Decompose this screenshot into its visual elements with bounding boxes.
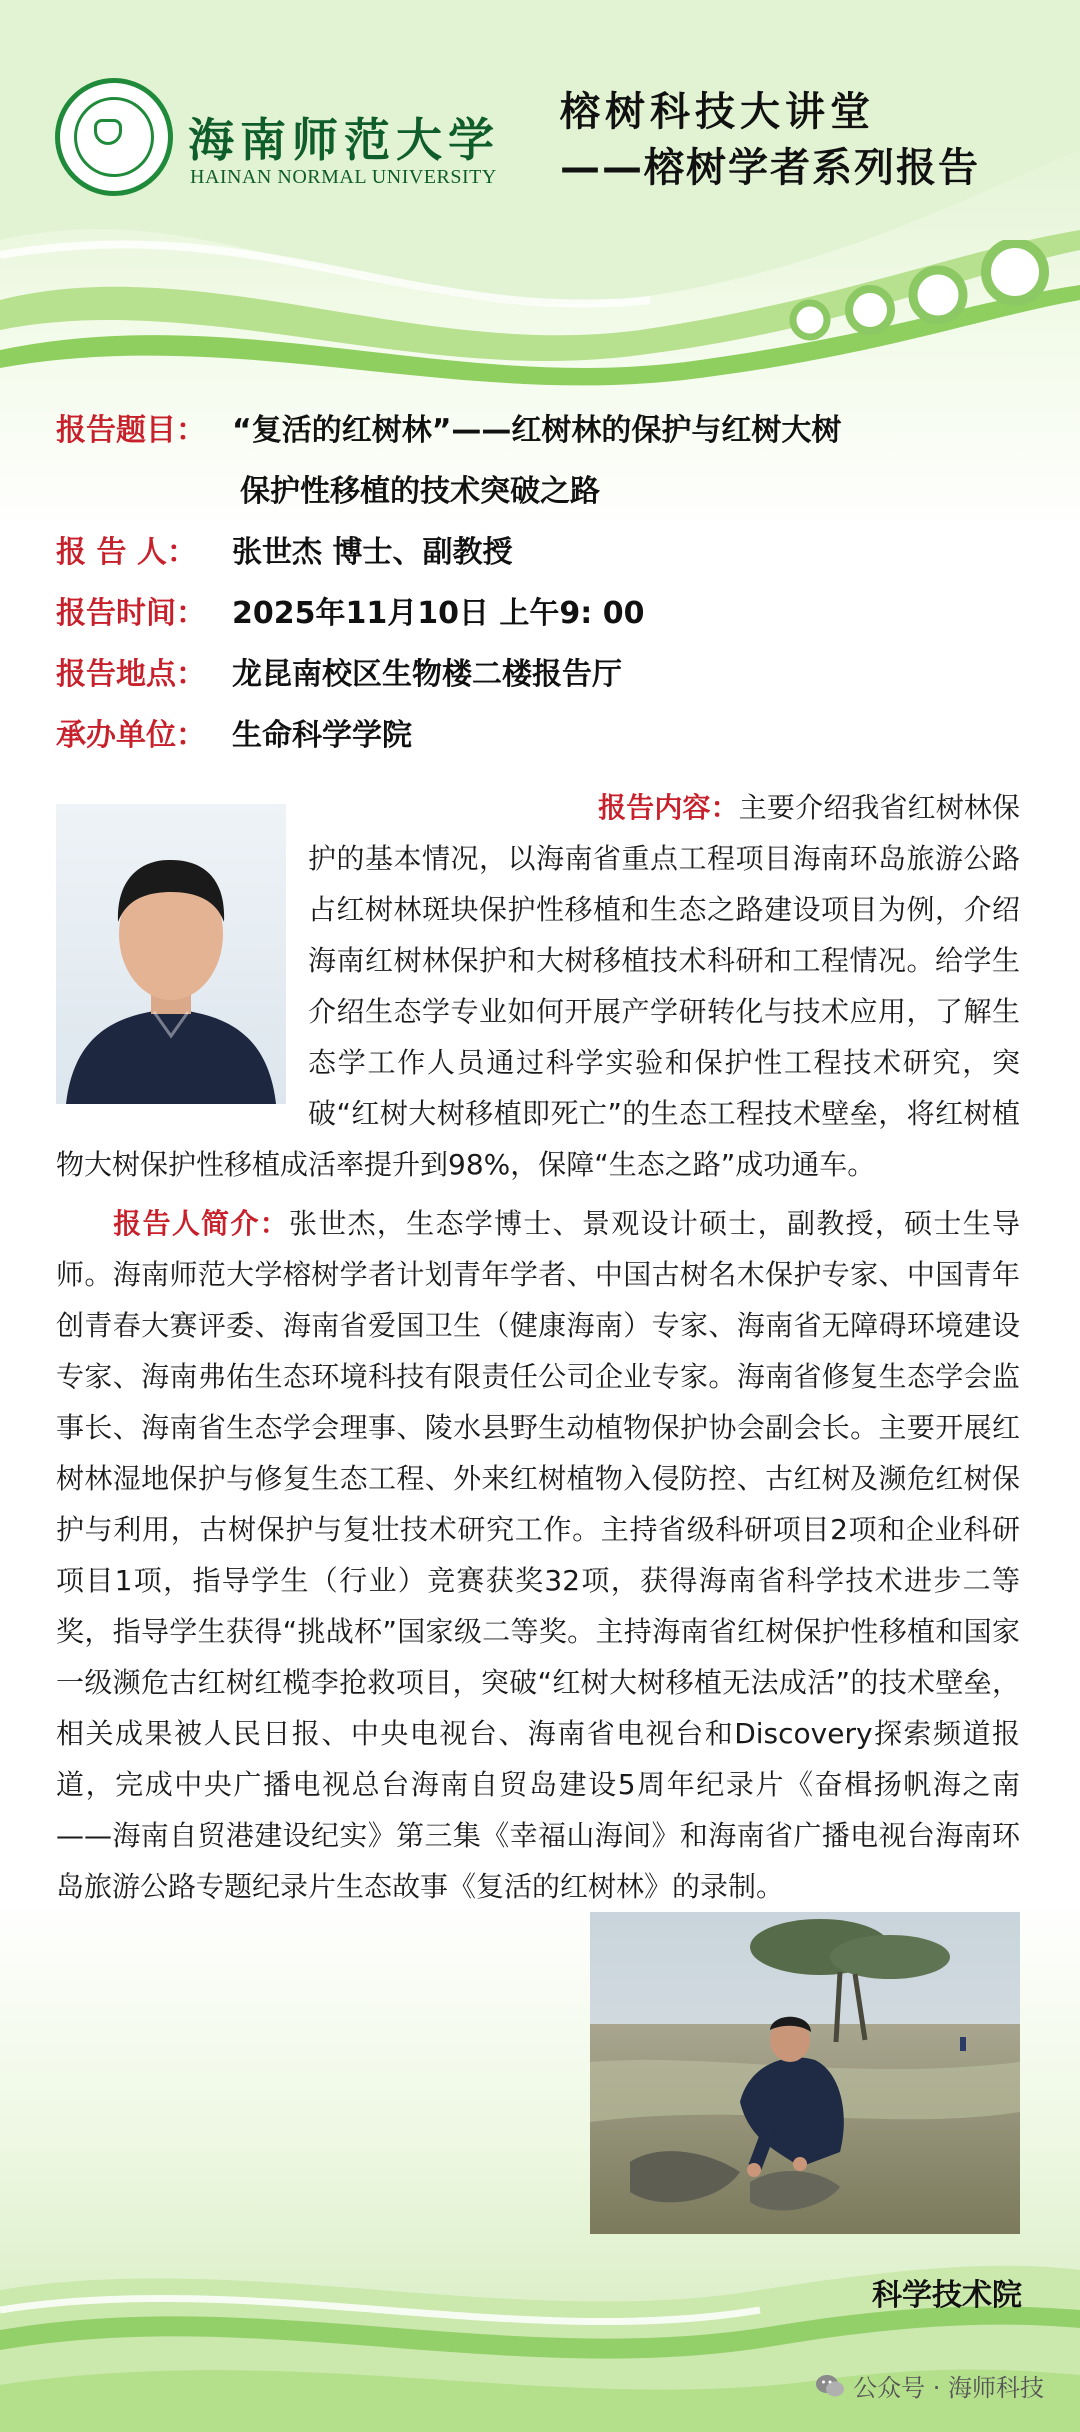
organizer-department: 科学技术院 (872, 2278, 1022, 2313)
topic-label: 报告题目： (56, 413, 206, 448)
speaker-label: 报 告 人： (56, 535, 197, 570)
header (0, 0, 1080, 380)
wechat-account-name: 公众号 · 海师科技 (853, 2374, 1044, 2402)
university-logo (55, 78, 173, 196)
place-label: 报告地点： (56, 657, 206, 692)
host-label: 承办单位： (56, 718, 206, 753)
host-value: 生命科学学院 (232, 718, 412, 753)
place-row (56, 644, 1036, 705)
time-value: 2025年11月10日 上午9: 00 (232, 596, 645, 631)
school-name-cn: 海南师范大学 (188, 113, 500, 167)
report-content-text: 主要介绍我省红树林保护的基本情况，以海南省重点工程项目海南环岛旅游公路占红树林斑块保护性移植和生态之路建设项目为例，介绍海南红树林保护和大树移植技术科研和工程情况。给学生介绍生态学专业如何开展产学研转化与技术应用，了解生态学工作人员通过科学实验和保护性工程技术研究，突破“红树大树移植即死亡”的生态工程技术壁垒，将红树植物大树保护性移植成活率提升到98%，保障“生态之路”成功通车。 (56, 791, 1020, 1181)
speaker-portrait-photo (56, 804, 286, 1104)
place-value: 龙昆南校区生物楼二楼报告厅 (232, 657, 622, 692)
topic-value-line1: “复活的红树林”——红树林的保护与红树大树 (232, 413, 842, 448)
time-row (56, 583, 1036, 644)
wechat-icon (815, 2374, 845, 2398)
report-content-label: 报告内容： (598, 791, 739, 824)
series-subtitle: ——榕树学者系列报告 (560, 145, 980, 191)
mangrove-fieldwork-photo (590, 1912, 1020, 2234)
host-row (56, 705, 1036, 766)
wechat-account (815, 2368, 1044, 2403)
speaker-bio-text: 张世杰，生态学博士、景观设计硕士，副教授，硕士生导师。海南师范大学榕树学者计划青年学者、中国古树名木保护专家、中国青年创青春大赛评委、海南省爱国卫生（健康海南）专家、海南省无障碍环境建设专家、海南弗佑生态环境科技有限责任公司企业专家。海南省修复生态学会监事长、海南省生态学会理事、陵水县野生动植物保护协会副会长。主要开展红树林湿地保护与修复生态工程、外来红树植物入侵防控、古红树及濒危红树保护与利用，古树保护与复壮技术研究工作。主持省级科研项目2项和企业科研项目1项，指导学生（行业）竞赛获奖32项，获得海南省科学技术进步二等奖，指导学生获得“挑战杯”国家级二等奖。主持海南省红树保护性移植和国家一级濒危古红树红榄李抢救项目，突破“红树大树移植无法成活”的技术壁垒，相关成果被人民日报、中央电视台、海南省电视台和Discovery探索频道报道，完成中央广播电视总台海南自贸岛建设5周年纪录片《奋楫扬帆海之南——海南自贸港建设纪实》第三集《幸福山海间》和海南省广播电视台海南环岛旅游公路专题纪录片生态故事《复活的红树林》的录制。 (56, 1207, 1020, 1903)
report-meta (56, 400, 1036, 766)
speaker-value: 张世杰 博士、副教授 (232, 535, 513, 570)
topic-value-line2: 保护性移植的技术突破之路 (240, 474, 600, 509)
topic-row (56, 400, 1036, 461)
speaker-bio-label: 报告人简介： (112, 1207, 290, 1240)
series-title: 榕树科技大讲堂 (560, 89, 875, 135)
time-label: 报告时间： (56, 596, 206, 631)
report-content (56, 782, 1020, 1912)
school-name-en: HAINAN NORMAL UNIVERSITY (190, 166, 497, 188)
speaker-row (56, 522, 1036, 583)
